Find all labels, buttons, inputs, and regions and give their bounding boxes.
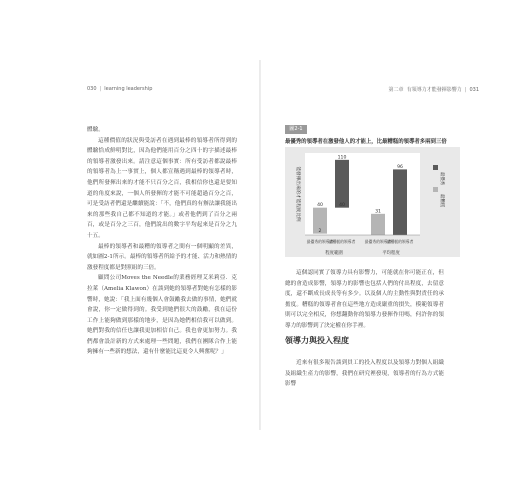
paragraph: 近來有很多報告談到員工的投入程度以及領導力對個人組織及組織生產力的影響，我們在研究裡發現，領導者的行為方式能影響 bbox=[285, 360, 444, 388]
section-heading: 領導力與投入程度 bbox=[285, 336, 349, 345]
figure-tag: 圖2-1 bbox=[285, 125, 307, 134]
y-axis-label: 能發揮出來的才能程度比例 bbox=[295, 166, 300, 222]
chapter-label: 第二章 bbox=[388, 87, 404, 93]
bar bbox=[335, 160, 349, 208]
category-label: 最優秀的領導者 bbox=[306, 239, 334, 244]
paragraph: 最棒的領導者和最糟的領導者之間有一個明顯的差異，就如圖2-1所示。最棒的領導者所給予的才能、活力和熱情的激發程度都是對照組的三倍。 bbox=[87, 243, 237, 271]
category-label: 最糟糕的領導者 bbox=[386, 239, 414, 244]
bar-value-label: 110 bbox=[337, 155, 347, 161]
bar-value-label: 96 bbox=[397, 164, 403, 170]
legend-swatch-best bbox=[433, 165, 438, 170]
bar-chart bbox=[285, 147, 460, 257]
left-body-text bbox=[87, 125, 237, 358]
group-title-average: 平均程度 bbox=[382, 251, 400, 256]
bar-value-label: 31 bbox=[375, 209, 381, 215]
header-separator: | bbox=[99, 86, 102, 92]
paragraph: 顧問公司Moves the Needle的業務經理艾米莉亞．克拉萊（Amelia Klawon）在談到她的領導者對她有怎樣的影響時，她說：「我上面有幾個人會鼓勵我去做的事情，她們就會說，你一定做得到的。我受到她們很大的鼓勵，我在這份工作上能夠做到那樣的地步，是因為她們相信我可以做到。她們對我的信任也讓我更加相信自己。我也會更加努力。我們都會設計新的方式來處理一些問題，我們在團隊合作上能夠擁有一些新的想法，還有什麼能比這更令人興奮呢？」 bbox=[87, 275, 237, 356]
figure-title: 最優秀的領導者在激發他人的才能上，比最糟糕的領導者多兩到三倍 bbox=[285, 139, 447, 145]
bar-value-label: 2 bbox=[318, 229, 322, 235]
right-body-text-top bbox=[285, 268, 444, 332]
left-folio: 030 bbox=[87, 86, 97, 92]
left-running-header bbox=[87, 86, 152, 92]
legend-label-worst: 最糟糕 bbox=[439, 194, 444, 208]
chart-panel bbox=[285, 147, 460, 257]
legend-label-best: 最優秀 bbox=[439, 172, 444, 186]
right-folio: 031 bbox=[469, 87, 479, 93]
bar-value-label: 40 bbox=[339, 203, 345, 209]
paragraph: 這個認同實了領導力具有影響力，可能就在你可能正在，但總的會造成影響，領導力的影響也包括人們的付出程度，去留意度，還不斷成長成長等有多少。以及個人的主動性與對責任的承擔度。糟糕的領導者會在這些地方造成嚴重的損失，模範領導者則可以完全相反，你想翻動你的領導力發揮作用嗎，何許你的領導力的影響到了決定權在你手裡。 bbox=[285, 270, 444, 329]
paragraph: 這種價值的狀況與受訪者在遇到最棒的領導者所得到的體驗恰成鮮明對比，因為他們能用百分之四十的字描述最棒的領導者激發出來。請注意這個事實：所有受訪者都說最棒的領導者為上一事實上，個人都宣稱遇到最棒的領導者時，他們所發揮出來的才能不只百分之百，我相信你也還是要知道的角度來說，一個人所發揮的才能不可能超過百分之百，可是受訪者們還是繼續能說：「不，他們真的有辦法讓我能出來的那些我自己都不知道的才能。」或者他們到了百分之兩百，或是百分之三百，他們說出的數字平均起來是百分之九十五。 bbox=[87, 137, 237, 239]
bar bbox=[393, 169, 407, 235]
category-label: 最優秀的領導者 bbox=[364, 239, 392, 244]
right-running-title: 有領導力才能發揮影響力 bbox=[406, 87, 462, 93]
group-titles bbox=[325, 249, 400, 256]
chart-legend bbox=[433, 165, 446, 208]
left-page bbox=[0, 0, 259, 500]
paragraph: 體驗。 bbox=[87, 127, 104, 133]
bar bbox=[371, 214, 385, 235]
left-running-title: learning leadership bbox=[104, 86, 153, 92]
category-label: 最糟糕的領導者 bbox=[328, 239, 356, 244]
right-body-text-bottom bbox=[285, 358, 444, 390]
legend-swatch-worst bbox=[433, 187, 438, 192]
right-running-header bbox=[389, 86, 479, 93]
bar-value-label: 40 bbox=[317, 203, 323, 209]
header-separator: | bbox=[464, 87, 467, 93]
group-title-range: 程度範圍 bbox=[325, 251, 343, 256]
